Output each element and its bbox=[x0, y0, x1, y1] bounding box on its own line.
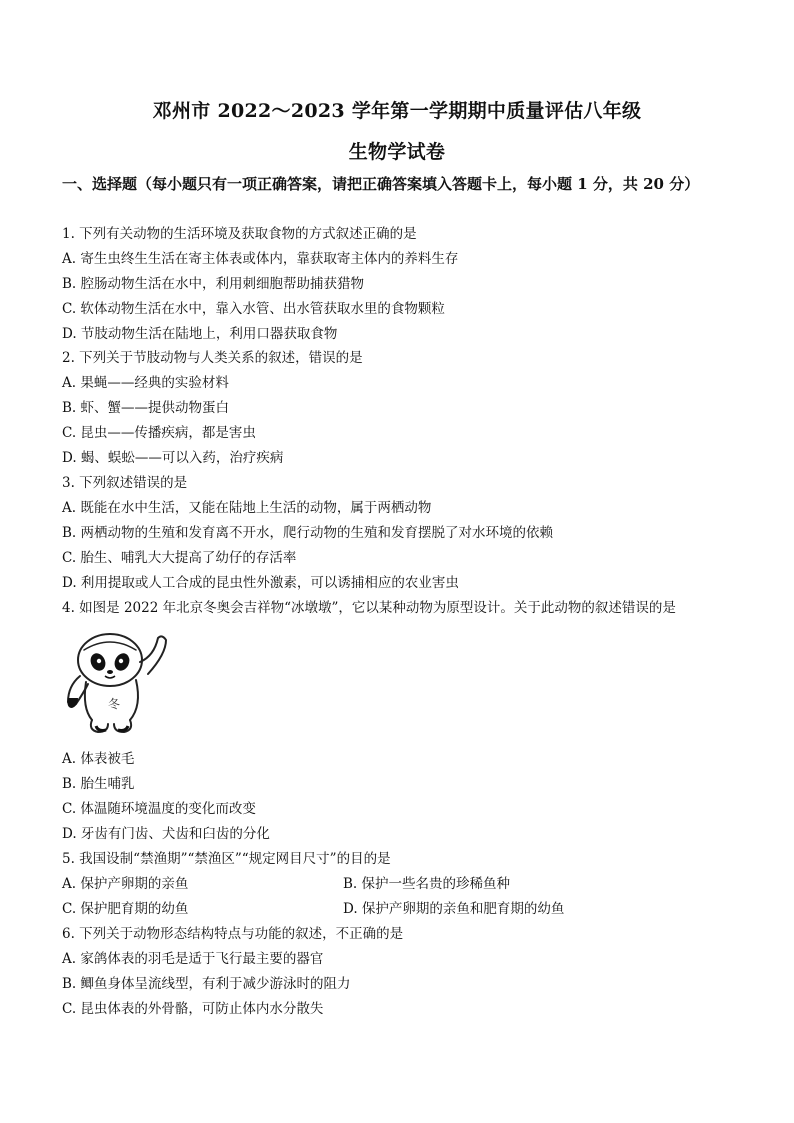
exam-title: 邓州市 2022～2023 学年第一学期期中质量评估八年级 bbox=[152, 100, 642, 122]
option-3c: C. 胎生、哺乳大大提高了幼仔的存活率 bbox=[62, 550, 297, 566]
option-5a: A. 保护产卵期的亲鱼 bbox=[62, 876, 189, 892]
option-6c: C. 昆虫体表的外骨骼，可防止体内水分散失 bbox=[62, 1001, 324, 1017]
option-4c: C. 体温随环境温度的变化而改变 bbox=[62, 801, 256, 817]
option-5b: B. 保护一些名贵的珍稀鱼种 bbox=[343, 876, 511, 892]
option-3b: B. 两栖动物的生殖和发育离不开水，爬行动物的生殖和发育摆脱了对水环境的依赖 bbox=[62, 525, 554, 541]
question-stem-1: 1. 下列有关动物的生活环境及获取食物的方式叙述正确的是 bbox=[62, 226, 417, 242]
option-1a: A. 寄生虫终生生活在寄主体表或体内，靠获取寄主体内的养料生存 bbox=[62, 251, 459, 267]
option-5d: D. 保护产卵期的亲鱼和肥育期的幼鱼 bbox=[343, 901, 565, 917]
question-stem-4: 4. 如图是 2022 年北京冬奥会吉祥物“冰墩墩”，它以某种动物为原型设计。关于此动物的叙述错误的是 bbox=[62, 600, 676, 616]
section-heading: 一、选择题（每小题只有一项正确答案，请把正确答案填入答题卡上，每小题 1 分，共 20 分） bbox=[62, 175, 700, 193]
option-1b: B. 腔肠动物生活在水中，利用刺细胞帮助捕获猎物 bbox=[62, 276, 365, 292]
option-1d: D. 节肢动物生活在陆地上，利用口器获取食物 bbox=[62, 326, 338, 342]
option-4b: B. 胎生哺乳 bbox=[62, 776, 135, 792]
option-5c: C. 保护肥育期的幼鱼 bbox=[62, 901, 189, 917]
option-3d: D. 利用提取或人工合成的昆虫性外激素，可以诱捕相应的农业害虫 bbox=[62, 575, 459, 591]
exam-subtitle: 生物学试卷 bbox=[348, 141, 446, 163]
option-6b: B. 鲫鱼身体呈流线型，有利于减少游泳时的阻力 bbox=[62, 976, 351, 992]
question-stem-5: 5. 我国设制“禁渔期”“禁渔区”“规定网目尺寸”的目的是 bbox=[62, 851, 391, 867]
question-stem-3: 3. 下列叙述错误的是 bbox=[62, 475, 188, 491]
question-stem-6: 6. 下列关于动物形态结构特点与功能的叙述，不正确的是 bbox=[62, 926, 404, 942]
option-2b: B. 虾、蟹——提供动物蛋白 bbox=[62, 400, 230, 416]
mascot-character: 冬 bbox=[108, 697, 121, 711]
option-2a: A. 果蝇——经典的实验材料 bbox=[62, 375, 229, 391]
bing-dwen-dwen-mascot-image bbox=[62, 628, 172, 736]
option-3a: A. 既能在水中生活，又能在陆地上生活的动物，属于两栖动物 bbox=[62, 500, 432, 516]
option-2c: C. 昆虫——传播疾病，都是害虫 bbox=[62, 425, 256, 441]
option-2d: D. 蝎、蜈蚣——可以入药，治疗疾病 bbox=[62, 450, 284, 466]
option-4d: D. 牙齿有门齿、犬齿和臼齿的分化 bbox=[62, 826, 270, 842]
option-6a: A. 家鸽体表的羽毛是适于飞行最主要的器官 bbox=[62, 951, 324, 967]
question-stem-2: 2. 下列关于节肢动物与人类关系的叙述，错误的是 bbox=[62, 350, 363, 366]
option-1c: C. 软体动物生活在水中，靠入水管、出水管获取水里的食物颗粒 bbox=[62, 301, 445, 317]
option-4a: A. 体表被毛 bbox=[62, 751, 135, 767]
